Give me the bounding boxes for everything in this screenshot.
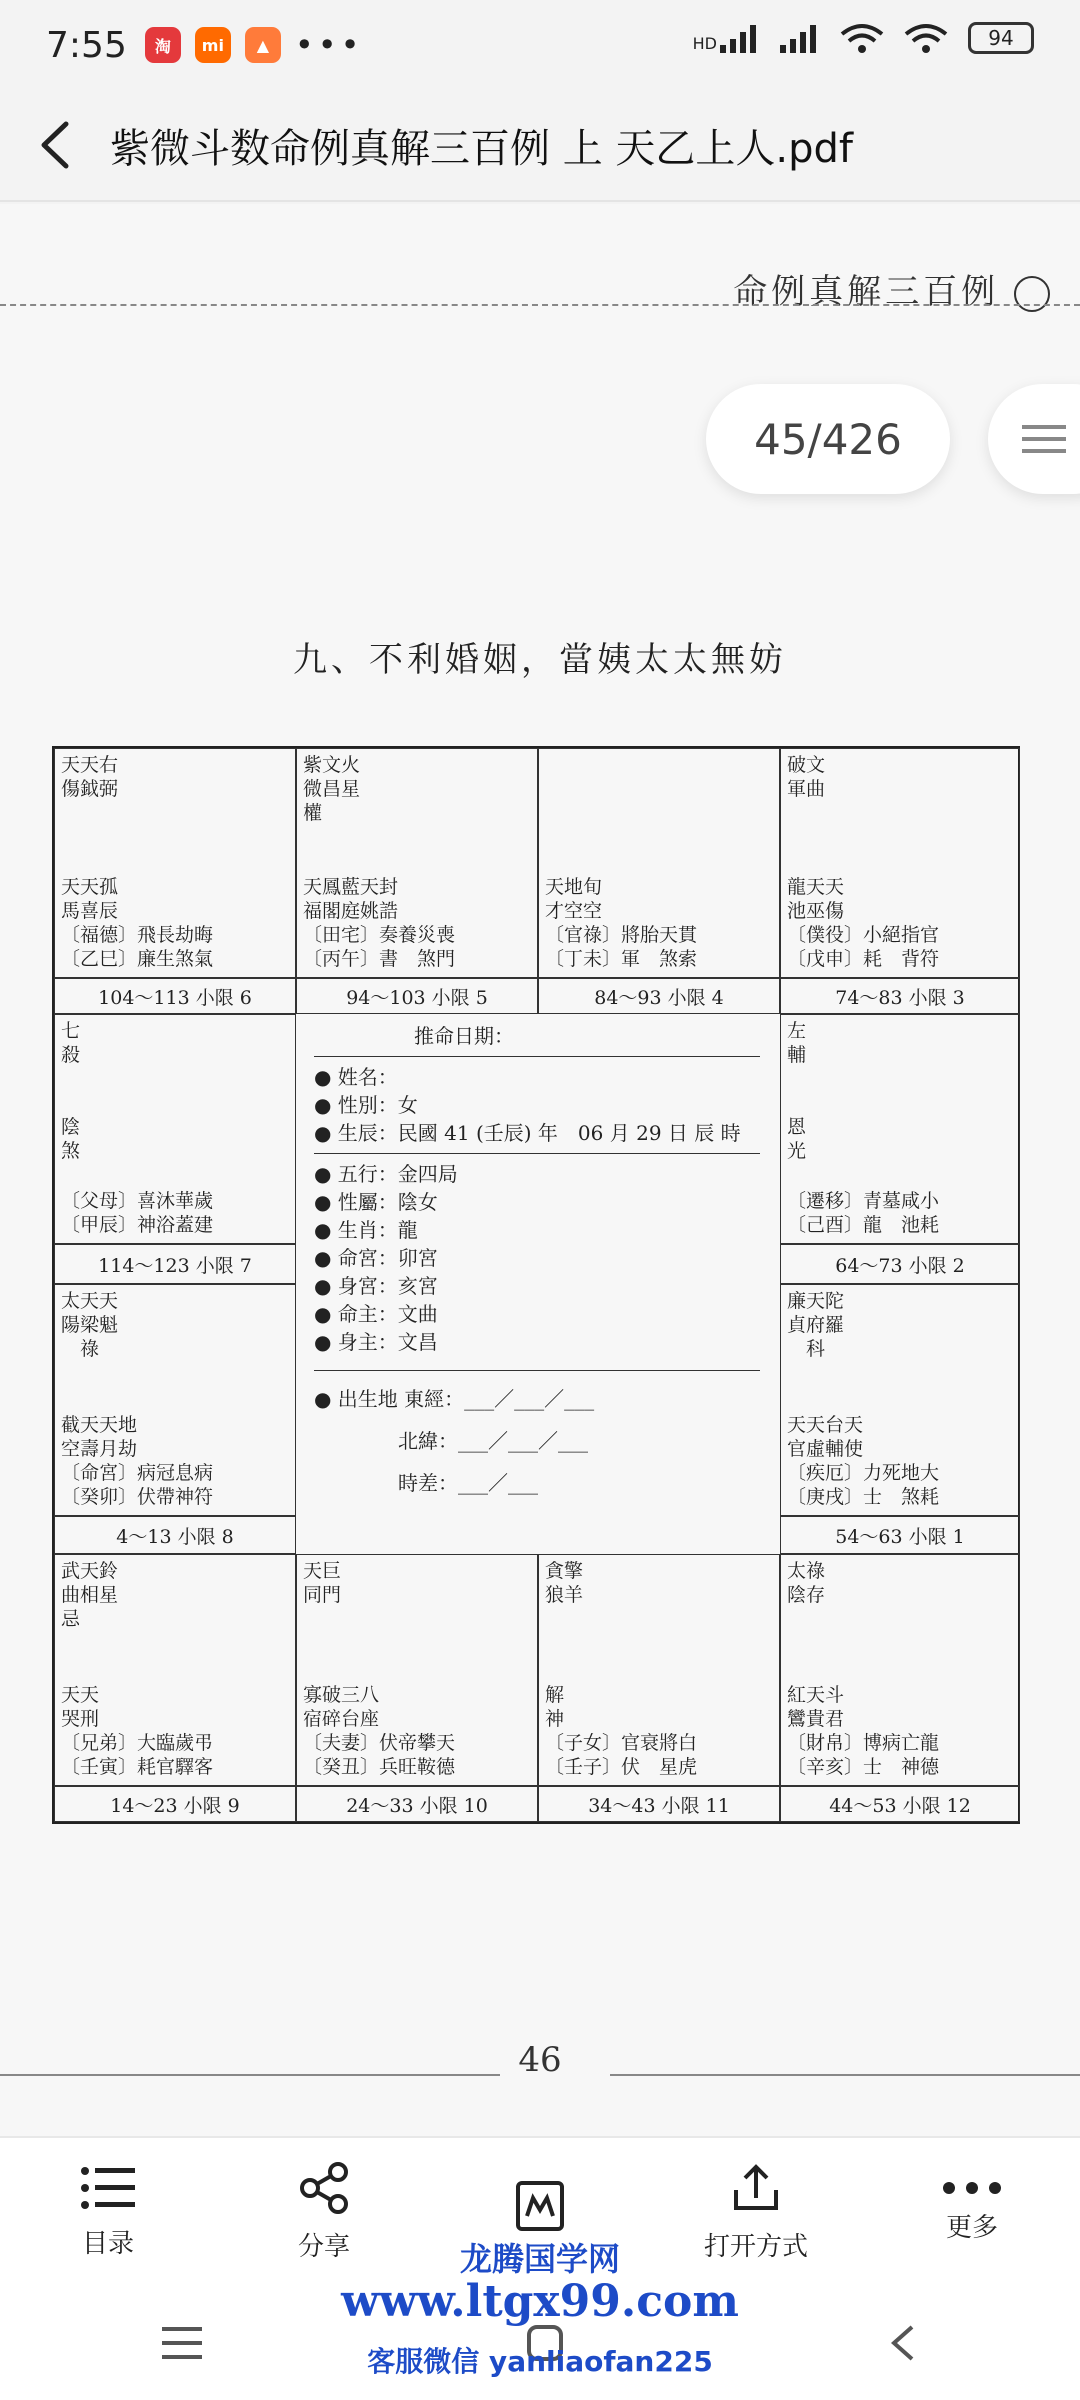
palace-limit: 54～63 小限 1 bbox=[780, 1516, 1020, 1554]
status-bar bbox=[0, 0, 1080, 90]
palace-cell bbox=[54, 1554, 296, 1786]
palace-limit: 74～83 小限 3 bbox=[780, 978, 1020, 1014]
palace-cell bbox=[780, 1014, 1020, 1244]
palace-stars-minor: 天天孤 馬喜辰 〔福德〕飛長劫晦 〔乙巳〕廉生煞氣 bbox=[61, 876, 214, 970]
info-nature: ● 性屬：陰女 bbox=[314, 1190, 438, 1214]
divider bbox=[314, 1153, 760, 1154]
title-bar bbox=[0, 90, 1080, 202]
palace-cell bbox=[780, 748, 1020, 978]
footer-rule bbox=[610, 2074, 1080, 2076]
watermark-site-name: 龙腾国学网 bbox=[459, 2240, 620, 2278]
palace-limit: 64～73 小限 2 bbox=[780, 1244, 1020, 1284]
info-time-diff: 時差：___／___ bbox=[398, 1471, 538, 1495]
share-icon bbox=[298, 2162, 350, 2214]
toc-label: 目录 bbox=[81, 2228, 134, 2259]
palace-stars-major: 破文 軍曲 bbox=[787, 754, 826, 800]
palace-stars-major: 貪擎 狼羊 bbox=[545, 1560, 584, 1606]
battery-level: 94 bbox=[988, 26, 1014, 50]
palace-stars-major: 七 殺 陰 煞 bbox=[61, 1020, 81, 1162]
wifi-calling-icon bbox=[840, 22, 884, 54]
upload-icon bbox=[730, 2162, 782, 2214]
wifi-icon bbox=[904, 22, 948, 54]
palace-stars-minor: 〔遷移〕青墓咸小 〔己酉〕龍 池耗 bbox=[787, 1190, 940, 1236]
info-zodiac: ● 生肖：龍 bbox=[314, 1218, 418, 1242]
pdf-page-view[interactable] bbox=[0, 204, 1080, 2136]
palace-stars-major: 太祿 陰存 bbox=[787, 1560, 826, 1606]
taobao-app-icon: 淘 bbox=[145, 27, 181, 63]
chapter-title: 九、不利婚姻，當姨太太無妨 bbox=[293, 640, 787, 680]
info-shen-gong: ● 身宮：亥宮 bbox=[314, 1274, 438, 1298]
info-element: ● 五行：金四局 bbox=[314, 1162, 458, 1186]
page-indicator-text: 45/426 bbox=[754, 414, 902, 464]
palace-stars-minor: 天鳳藍天封 福閣庭姚誥 〔田宅〕奏養災喪 〔丙午〕書 煞門 bbox=[303, 876, 456, 970]
palace-limit: 44～53 小限 12 bbox=[780, 1786, 1020, 1822]
palace-stars-minor: 天地旬 才空空 〔官祿〕將胎天貫 〔丁未〕軍 煞索 bbox=[545, 876, 698, 970]
shop-app-icon: ▲ bbox=[245, 27, 281, 63]
chart-center-info bbox=[300, 1014, 774, 1552]
palace-cell bbox=[54, 1284, 296, 1516]
page-menu-button[interactable] bbox=[988, 384, 1080, 494]
status-time: 7:55 bbox=[46, 24, 127, 66]
palace-limit: 24～33 小限 10 bbox=[296, 1786, 538, 1822]
palace-stars-major: 武天鈴 曲相星 忌 bbox=[61, 1560, 119, 1630]
info-ming-zhu: ● 命主：文曲 bbox=[314, 1302, 438, 1326]
palace-cell bbox=[54, 1014, 296, 1244]
palace-stars-minor: 解 神 〔子女〕官衰將白 〔壬子〕伏 星虎 bbox=[545, 1684, 698, 1778]
document-title: 紫微斗数命例真解三百例 上 天乙上人.pdf bbox=[110, 125, 854, 172]
palace-cell bbox=[296, 748, 538, 978]
network-type: HD bbox=[692, 34, 717, 53]
palace-stars-major: 廉天陀 貞府羅 科 bbox=[787, 1290, 845, 1360]
back-button[interactable] bbox=[0, 89, 110, 201]
palace-limit: 94～103 小限 5 bbox=[296, 978, 538, 1014]
palace-stars-minor: 紅天斗 鸞貴君 〔財帛〕博病亡龍 〔辛亥〕士 神德 bbox=[787, 1684, 940, 1778]
watermark-url: www.ltgx99.com bbox=[341, 2276, 739, 2327]
info-latitude: 北緯：___／___／___ bbox=[398, 1429, 588, 1453]
reading-date: 推命日期： bbox=[414, 1024, 514, 1048]
palace-stars-minor: 寡破三八 宿碎台座 〔夫妻〕伏帝攀天 〔癸丑〕兵旺鞍德 bbox=[303, 1684, 456, 1778]
palace-limit: 104～113 小限 6 bbox=[54, 978, 296, 1014]
palace-stars-minor: 天天 哭刑 〔兄弟〕大臨歲弔 〔壬寅〕耗官驛客 bbox=[61, 1684, 214, 1778]
open-with-label: 打开方式 bbox=[703, 2231, 808, 2262]
status-right bbox=[693, 22, 1034, 54]
more-icon bbox=[942, 2181, 1002, 2195]
info-ming-gong: ● 命宮：卯宮 bbox=[314, 1246, 438, 1270]
ziwei-chart bbox=[52, 746, 1020, 1824]
palace-stars-major: 左 輔 恩 光 bbox=[787, 1020, 807, 1162]
palace-stars-major: 天巨 同門 bbox=[303, 1560, 342, 1606]
share-label: 分享 bbox=[297, 2231, 350, 2262]
palace-cell bbox=[54, 748, 296, 978]
hd-signal-icon bbox=[693, 23, 760, 53]
palace-stars-major: 天天右 傷鉞弼 bbox=[61, 754, 119, 800]
palace-limit: 34～43 小限 11 bbox=[538, 1786, 780, 1822]
info-shen-zhu: ● 身主：文昌 bbox=[314, 1330, 438, 1354]
list-icon bbox=[81, 2165, 135, 2211]
palace-cell bbox=[780, 1284, 1020, 1516]
annotate-icon bbox=[515, 2180, 565, 2232]
palace-stars-minor: 〔父母〕喜沐華歲 〔甲辰〕神浴蓋建 bbox=[61, 1190, 214, 1236]
running-header-text: 命例真解三百例 bbox=[733, 272, 1000, 312]
divider bbox=[314, 1056, 760, 1057]
palace-limit: 84～93 小限 4 bbox=[538, 978, 780, 1014]
palace-limit: 14～23 小限 9 bbox=[54, 1786, 296, 1822]
info-name: ● 姓名： bbox=[314, 1065, 398, 1089]
page-indicator[interactable] bbox=[706, 384, 950, 494]
battery-icon bbox=[968, 22, 1034, 54]
palace-stars-major: 紫文火 微昌星 權 bbox=[303, 754, 361, 824]
hamburger-icon bbox=[1022, 421, 1066, 457]
palace-stars-minor: 截天天地 空壽月劫 〔命宮〕病冠息病 〔癸卯〕伏帶神符 bbox=[61, 1414, 214, 1508]
divider bbox=[314, 1370, 760, 1371]
info-birthplace: ● 出生地 東經：___／___／___ bbox=[314, 1387, 595, 1411]
more-label: 更多 bbox=[945, 2212, 998, 2243]
watermark-contact: 客服微信 yanliaofan225 bbox=[367, 2345, 713, 2378]
palace-cell bbox=[538, 748, 780, 978]
page-header-seal-icon bbox=[1014, 276, 1050, 312]
info-birth: ● 生辰：民國 41 (壬辰) 年 06 月 29 日 辰 時 bbox=[314, 1121, 741, 1145]
palace-stars-minor: 龍天天 池巫傷 〔僕役〕小絕指官 〔戊申〕耗 背符 bbox=[787, 876, 940, 970]
mi-app-icon: mi bbox=[195, 27, 231, 63]
palace-limit: 4～13 小限 8 bbox=[54, 1516, 296, 1554]
page-number: 46 bbox=[518, 2040, 562, 2080]
palace-cell bbox=[538, 1554, 780, 1786]
header-rule bbox=[0, 304, 1080, 306]
chevron-left-icon bbox=[38, 120, 72, 170]
info-gender: ● 性別：女 bbox=[314, 1093, 418, 1117]
palace-cell bbox=[296, 1554, 538, 1786]
palace-stars-major: 太天天 陽梁魁 祿 bbox=[61, 1290, 119, 1360]
palace-cell bbox=[780, 1554, 1020, 1786]
palace-limit: 114～123 小限 7 bbox=[54, 1244, 296, 1284]
signal-icon bbox=[780, 23, 820, 53]
palace-stars-minor: 天天台天 官虛輔使 〔疾厄〕力死地大 〔庚戌〕士 煞耗 bbox=[787, 1414, 940, 1508]
more-notifications-icon: ••• bbox=[294, 26, 364, 64]
